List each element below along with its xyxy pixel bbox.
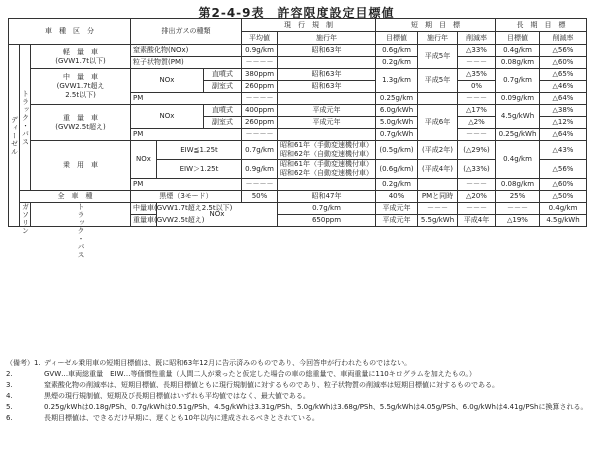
header-long-reduction: 削減率: [540, 32, 587, 45]
value-cell: －－－: [418, 203, 458, 215]
group-truck-bus-gasoline: トラック・バス: [31, 203, 131, 227]
value-cell: △56%: [540, 160, 587, 179]
value-cell: 6.0g/kWh: [376, 105, 418, 117]
value-cell: [418, 93, 458, 105]
gas-cell: NOx: [131, 105, 204, 129]
group-diesel: ディーゼル: [9, 45, 20, 227]
table-row: [9, 105, 587, 117]
value-cell: 昭和61年（手動変速機付車） 昭和62年（自動変速機付車）: [278, 160, 376, 179]
header-reduction: 削減率: [458, 32, 496, 45]
row-passenger: 乗 用 車: [31, 141, 131, 191]
row-gasoline-medium: 中量車(GVW1.7t超え2.5t以下): [131, 203, 157, 215]
gas-cell: NOx: [131, 141, 157, 179]
value-cell: △12%: [540, 117, 587, 129]
row-gasoline-heavy: 重量車(GVW2.5t超え): [131, 215, 157, 227]
note-item: 5. 0.25g/kWhは0.18g/PSh、0.7g/kWhは0.51g/PSh、4.5g/kWhは3.31g/PSh、5.0g/kWhは3.68g/PSh、5.5g/kWhは4.05g/PSh、6.0g/kWhは4.41g/PShに換算される。: [6, 403, 588, 411]
header-enforce-year: 施行年: [418, 32, 458, 45]
value-cell: △64%: [540, 129, 587, 141]
value-cell: △60%: [540, 57, 587, 69]
header-current: 現 行 規 制: [242, 19, 376, 32]
value-cell: 0.7g/kWh: [376, 129, 418, 141]
value-cell: 0.9g/km: [242, 45, 278, 57]
table-row: [9, 45, 587, 57]
value-cell: 平成6年: [418, 105, 458, 141]
header-gas-type: 排出ガスの種類: [131, 19, 242, 45]
note-item: （備考）1. ディーゼル乗用車の短期目標値は、既に昭和63年12月に告示済みのものであり、今回答申が行われたものではない。: [6, 359, 412, 367]
value-cell: △2%: [458, 117, 496, 129]
value-cell: 昭和61年（手動変速機付車） 昭和62年（自動変速機付車）: [278, 141, 376, 160]
value-cell: －－－－: [242, 93, 278, 105]
note-item: 3. 窒素酸化物の削減率は、短期目標値、長期目標値ともに現行規制値に対するものであり、粒子状物質の削減率は短期目標値に対するものである。: [6, 381, 499, 389]
value-cell: [278, 179, 376, 191]
value-cell: －－－: [458, 93, 496, 105]
value-cell: 0%: [458, 81, 496, 93]
value-cell: 0.25g/kWh: [496, 129, 540, 141]
value-cell: －－－: [458, 179, 496, 191]
value-cell: 50%: [242, 191, 278, 203]
value-cell: 0.7g/km: [278, 203, 376, 215]
value-cell: 5.5g/kWh: [418, 215, 458, 227]
value-cell: －－－: [458, 57, 496, 69]
row-all: 全 車 種: [20, 191, 131, 203]
value-cell: 0.4g/km: [496, 45, 540, 57]
value-cell: △65%: [540, 69, 587, 81]
value-cell: 平成4年: [458, 215, 496, 227]
table-row: [9, 69, 587, 81]
value-cell: －－－－: [242, 179, 278, 191]
value-cell: 昭和63年: [278, 69, 376, 81]
header-enforced: 施行年: [278, 32, 376, 45]
value-cell: 380ppm: [242, 69, 278, 81]
gas-subtype: EIW≦1.25t: [157, 141, 242, 160]
row-light: 軽 量 車 (GVW1.7t以下): [31, 45, 131, 69]
gas-subtype: 直噴式: [204, 105, 242, 117]
header-target: 目標値: [376, 32, 418, 45]
value-cell: [418, 179, 458, 191]
value-cell: 平成元年: [278, 117, 376, 129]
value-cell: (0.6g/km): [376, 160, 418, 179]
value-cell: △19%: [496, 215, 540, 227]
table-row: [9, 203, 587, 215]
gas-cell: PM: [131, 179, 242, 191]
value-cell: △50%: [540, 191, 587, 203]
value-cell: 0.25g/km: [376, 93, 418, 105]
value-cell: 0.7g/km: [496, 69, 540, 93]
value-cell: 0.9g/km: [242, 160, 278, 179]
value-cell: 平成元年: [376, 215, 418, 227]
header-row-1: [9, 19, 587, 32]
value-cell: 25%: [496, 191, 540, 203]
value-cell: 0.4g/km: [496, 141, 540, 179]
header-vehicle-class: 車 種 区 分: [9, 19, 131, 45]
value-cell: －－－: [458, 129, 496, 141]
group-gasoline: ガソリン: [21, 203, 30, 235]
emission-table-container: [8, 18, 586, 259]
value-cell: △46%: [540, 81, 587, 93]
value-cell: 0.2g/km: [376, 179, 418, 191]
gas-cell: NOx: [131, 69, 204, 93]
value-cell: △20%: [458, 191, 496, 203]
emission-table: [8, 18, 587, 259]
gas-cell: PM: [131, 129, 242, 141]
value-cell: △38%: [540, 105, 587, 117]
value-cell: △60%: [540, 179, 587, 191]
gas-subtype: EIW＞1.25t: [157, 160, 242, 179]
value-cell: △56%: [540, 45, 587, 57]
note-item: 2. GVW…車両総重量 EIW…等価慣性重量（人間二人が乗ったと仮定した場合の車の総重量で、車両重量に110キログラムを加えたもの。）: [6, 370, 476, 378]
value-cell: [278, 93, 376, 105]
value-cell: △33%: [458, 45, 496, 57]
notes-section: [6, 358, 588, 424]
value-cell: △35%: [458, 69, 496, 81]
value-cell: 400ppm: [242, 105, 278, 117]
value-cell: 260ppm: [242, 81, 278, 93]
value-cell: －－－: [458, 203, 496, 215]
note-item: 4. 黒煙の現行規制値、短期及び長期目標値はいずれも平均値ではなく、最大値である。: [6, 392, 310, 400]
value-cell: (△29%): [458, 141, 496, 160]
value-cell: 40%: [376, 191, 418, 203]
value-cell: 0.7g/km: [242, 141, 278, 160]
header-long-target: 目標値: [496, 32, 540, 45]
header-long: 長 期 目 標: [496, 19, 587, 32]
value-cell: [278, 129, 376, 141]
gas-cell: 窒素酸化物(NOx): [131, 45, 242, 57]
value-cell: △64%: [540, 93, 587, 105]
value-cell: 昭和63年: [278, 81, 376, 93]
value-cell: 650ppm: [278, 215, 376, 227]
value-cell: 0.6g/km: [376, 45, 418, 57]
value-cell: (平成4年): [418, 160, 458, 179]
value-cell: 昭和47年: [278, 191, 376, 203]
value-cell: 0.08g/km: [496, 179, 540, 191]
note-item: 6. 長期目標値は、できるだけ早期に、遅くとも10年以内に達成されるべきとされている。: [6, 414, 319, 422]
gas-subtype: 直噴式: [204, 69, 242, 81]
value-cell: 4.5g/kWh: [496, 105, 540, 129]
gas-cell: 粒子状物質(PM): [131, 57, 242, 69]
value-cell: 0.2g/km: [376, 57, 418, 69]
table-row: [9, 191, 587, 203]
value-cell: 平成元年: [278, 105, 376, 117]
value-cell: (0.5g/km): [376, 141, 418, 160]
value-cell: 1.3g/km: [376, 69, 418, 93]
gas-subtype: 副室式: [204, 81, 242, 93]
gas-cell: 黒煙（3モード）: [131, 191, 242, 203]
table-row: [9, 141, 587, 160]
value-cell: 0.4g/km: [540, 203, 587, 215]
gas-cell: PM: [131, 93, 242, 105]
gas-cell: NOx: [157, 203, 278, 227]
header-short: 短 期 目 標: [376, 19, 496, 32]
value-cell: －－－－: [242, 57, 278, 69]
row-heavy: 重 量 車 (GVW2.5t超え): [31, 105, 131, 141]
value-cell: (平成2年): [418, 141, 458, 160]
group-truck-bus: トラック・バス: [20, 45, 31, 191]
value-cell: 平成5年: [418, 45, 458, 69]
value-cell: △17%: [458, 105, 496, 117]
header-avg: 平均値: [242, 32, 278, 45]
value-cell: (△33%): [458, 160, 496, 179]
value-cell: △43%: [540, 141, 587, 160]
value-cell: 0.08g/km: [496, 57, 540, 69]
value-cell: 平成元年: [376, 203, 418, 215]
value-cell: 260ppm: [242, 117, 278, 129]
value-cell: 0.09g/km: [496, 93, 540, 105]
value-cell: 昭和63年: [278, 45, 376, 57]
value-cell: PMと同時: [418, 191, 458, 203]
page-title: 第2-4-9表 許容限度設定目標値: [198, 6, 395, 20]
value-cell: [278, 57, 376, 69]
row-medium: 中 量 車 (GVW1.7t超え 2.5t以下): [31, 69, 131, 105]
value-cell: 5.0g/kWh: [376, 117, 418, 129]
value-cell: 平成5年: [418, 69, 458, 93]
value-cell: －－－: [496, 203, 540, 215]
gas-subtype: 副室式: [204, 117, 242, 129]
value-cell: －－－－: [242, 129, 278, 141]
value-cell: 4.5g/kWh: [540, 215, 587, 227]
